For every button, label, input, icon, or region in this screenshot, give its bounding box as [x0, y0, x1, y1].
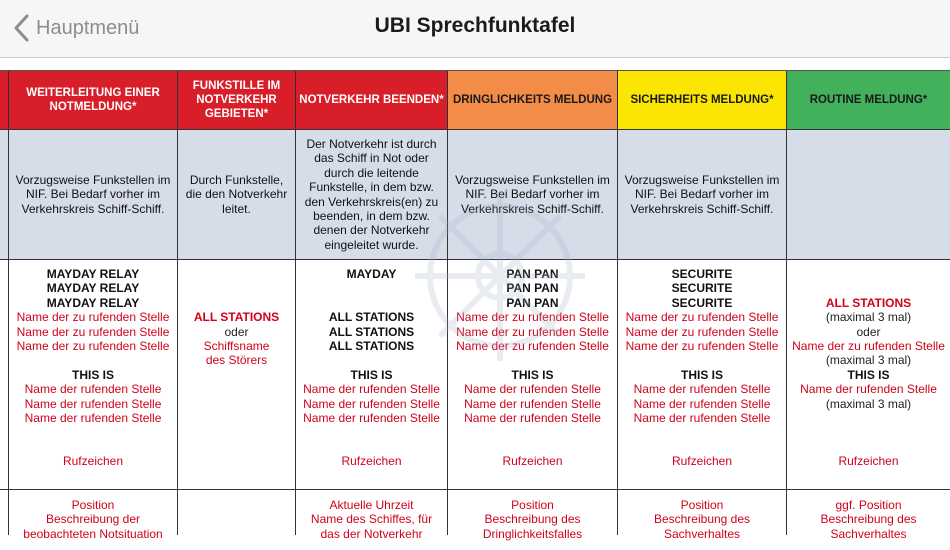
procedure-line: MAYDAY RELAY	[46, 295, 140, 310]
spacer	[448, 440, 617, 454]
procedure-line: PAN PAN	[506, 295, 559, 310]
procedure-line: ALL STATIONS	[328, 339, 415, 353]
column-header: FUNKSTILLE IM NOTVERKEHR GEBIETEN*	[178, 71, 295, 130]
column-message-content	[178, 490, 295, 550]
column-procedure	[618, 260, 786, 490]
column-procedure	[178, 260, 295, 490]
procedure-line: MAYDAY RELAY	[46, 267, 140, 281]
procedure-line: Name der zu rufenden Stelle	[792, 339, 945, 353]
procedure-line: Rufzeichen	[838, 454, 899, 469]
procedure-line: Schiffsname	[203, 338, 270, 353]
message-content-line: beobachteten Notsituation	[23, 526, 163, 541]
column-header: SICHERHEITS MELDUNG*	[618, 71, 786, 130]
procedure-line: Name der zu rufenden Stelle	[625, 339, 779, 354]
procedure-line: MAYDAY	[346, 267, 397, 281]
message-content-line: Dringlichkeitsfalles	[482, 526, 583, 541]
spacer	[448, 425, 617, 439]
procedure-line: THIS IS	[71, 367, 114, 382]
table-column-funkstille	[178, 71, 296, 535]
procedure-line: Name der zu rufenden Stelle	[625, 310, 779, 325]
message-content-line: Position	[71, 498, 115, 512]
spacer	[178, 296, 295, 310]
procedure-line: Name der rufenden Stelle	[303, 382, 440, 397]
procedure-line: SECURITE	[671, 281, 733, 296]
message-content-line: Beschreibung der	[45, 512, 141, 527]
spacer	[618, 425, 786, 439]
procedure-line: Rufzeichen	[671, 454, 733, 469]
column-message-content	[9, 490, 177, 550]
message-content-line: Sachverhaltes	[663, 526, 741, 541]
spacer	[618, 353, 786, 367]
procedure-line: PAN PAN	[506, 267, 559, 281]
spacer	[787, 411, 950, 425]
back-button-label: Hauptmenü	[36, 16, 140, 39]
procedure-line: Name der zu rufenden Stelle	[16, 339, 170, 354]
procedure-line: oder	[856, 324, 881, 339]
column-header: ROUTINE MELDUNG*	[787, 71, 950, 130]
procedure-line: Name der zu rufenden Stelle	[16, 324, 170, 339]
table-column-sicherheit	[618, 71, 787, 541]
message-content-line: Beschreibung des	[484, 512, 581, 527]
spacer	[296, 425, 447, 439]
spacer	[9, 425, 177, 439]
procedure-line: Name der rufenden Stelle	[464, 411, 601, 426]
spacer	[787, 425, 950, 439]
procedure-line: THIS IS	[847, 367, 890, 382]
table-column-partial	[0, 71, 9, 535]
column-message-content	[448, 490, 617, 550]
procedure-line: THIS IS	[350, 367, 393, 382]
procedure-line: Name der rufenden Stelle	[464, 396, 601, 411]
column-message-content	[296, 490, 447, 550]
procedure-line: Name der zu rufenden Stelle	[456, 324, 609, 339]
procedure-line: Name der rufenden Stelle	[24, 411, 162, 426]
spacer	[9, 353, 177, 367]
procedure-line: Name der rufenden Stelle	[800, 382, 937, 397]
spacer	[296, 353, 447, 367]
procedure-line: Name der rufenden Stelle	[633, 396, 771, 411]
procedure-line: ALL STATIONS	[193, 310, 280, 325]
procedure-line: ALL STATIONS	[328, 310, 415, 325]
column-header	[0, 71, 8, 130]
column-procedure	[9, 260, 177, 490]
procedure-line: (maximal 3 mal)	[825, 396, 912, 411]
spacer	[787, 281, 950, 295]
spacer	[787, 267, 950, 281]
procedure-line: Rufzeichen	[502, 454, 563, 469]
column-message-content	[618, 490, 786, 550]
procedure-line: THIS IS	[511, 367, 554, 382]
procedure-line: (maximal 3 mal)	[825, 310, 912, 325]
procedure-line: Name der zu rufenden Stelle	[456, 339, 609, 354]
procedure-line: Name der rufenden Stelle	[303, 396, 440, 411]
procedure-line: Name der rufenden Stelle	[633, 382, 771, 397]
spacer	[9, 440, 177, 454]
procedure-line: Rufzeichen	[341, 454, 402, 469]
column-description: Der Notverkehr ist durch das Schiff in Not oder durch die leitende Funkstelle, in dem bzw. den Verkehrskreis(en) zu beenden, in dem bzw. denen der Notverkehr eingeleitet wurde.	[296, 130, 447, 260]
spacer	[178, 267, 295, 281]
column-header: DRINGLICHKEITS MELDUNG	[448, 71, 617, 130]
procedure-line: ALL STATIONS	[825, 295, 912, 310]
column-procedure	[448, 260, 617, 490]
page-title: UBI Sprechfunktafel	[374, 14, 576, 37]
message-content-line: Sachverhaltes	[830, 526, 907, 541]
message-content-line: Beschreibung des	[820, 512, 917, 527]
message-content-line: Position	[680, 498, 724, 512]
procedure-line: (maximal 3 mal)	[825, 353, 912, 368]
column-message-content	[787, 490, 950, 550]
radio-procedure-table[interactable]	[0, 70, 950, 541]
column-procedure	[296, 260, 447, 490]
procedure-line: SECURITE	[671, 295, 733, 310]
spacer	[618, 440, 786, 454]
procedure-line: MAYDAY RELAY	[46, 281, 140, 296]
message-content-line: das der Notverkehr	[320, 526, 423, 541]
navigation-bar	[0, 0, 950, 58]
procedure-line: SECURITE	[671, 267, 733, 281]
column-description: Durch Funkstelle, die den Notverkehr leitet.	[178, 130, 295, 260]
procedure-line: Name der rufenden Stelle	[633, 411, 771, 426]
procedure-line: Name der zu rufenden Stelle	[456, 310, 609, 325]
column-description	[0, 130, 8, 260]
spacer	[787, 440, 950, 454]
message-content-line: Position	[511, 498, 554, 512]
procedure-line: PAN PAN	[506, 281, 559, 296]
procedure-line: Name der rufenden Stelle	[464, 382, 601, 397]
spacer	[448, 353, 617, 367]
procedure-line: Name der rufenden Stelle	[24, 396, 162, 411]
column-description	[787, 130, 950, 260]
message-content-line: Aktuelle Uhrzeit	[329, 498, 414, 512]
table-column-notverkehr-beenden	[296, 71, 448, 541]
message-content-line: Name des Schiffes, für	[310, 512, 433, 527]
spacer	[296, 440, 447, 454]
procedure-line: Name der zu rufenden Stelle	[16, 310, 170, 325]
column-description: Vorzugsweise Funkstellen im NIF. Bei Bedarf vorher im Verkehrskreis Schiff-Schiff.	[618, 130, 786, 260]
spacer	[296, 281, 447, 295]
spacer	[296, 296, 447, 310]
procedure-line: Name der rufenden Stelle	[24, 382, 162, 397]
column-procedure	[787, 260, 950, 490]
procedure-line: THIS IS	[680, 367, 723, 382]
table-column-routine	[787, 71, 950, 541]
procedure-line: Name der rufenden Stelle	[303, 411, 440, 426]
column-description: Vorzugsweise Funkstellen im NIF. Bei Bedarf vorher im Verkehrskreis Schiff-Schiff.	[9, 130, 177, 260]
procedure-line: oder	[224, 324, 249, 339]
procedure-line: Name der zu rufenden Stelle	[625, 324, 779, 339]
table-column-dringlichkeit	[448, 71, 618, 541]
column-header: WEITERLEITUNG EINER NOTMELDUNG*	[9, 71, 177, 130]
procedure-line: Rufzeichen	[62, 454, 124, 469]
procedure-line: ALL STATIONS	[328, 324, 415, 339]
message-content-line: Beschreibung des	[653, 512, 751, 527]
message-content-line: ggf. Position	[835, 498, 902, 512]
procedure-line: des Störers	[205, 353, 268, 368]
column-header: NOTVERKEHR BEENDEN*	[296, 71, 447, 130]
table-column-weiterleitung	[9, 71, 178, 541]
column-procedure	[0, 260, 8, 490]
column-description: Vorzugsweise Funkstellen im NIF. Bei Bedarf vorher im Verkehrskreis Schiff-Schiff.	[448, 130, 617, 260]
spacer	[178, 281, 295, 295]
